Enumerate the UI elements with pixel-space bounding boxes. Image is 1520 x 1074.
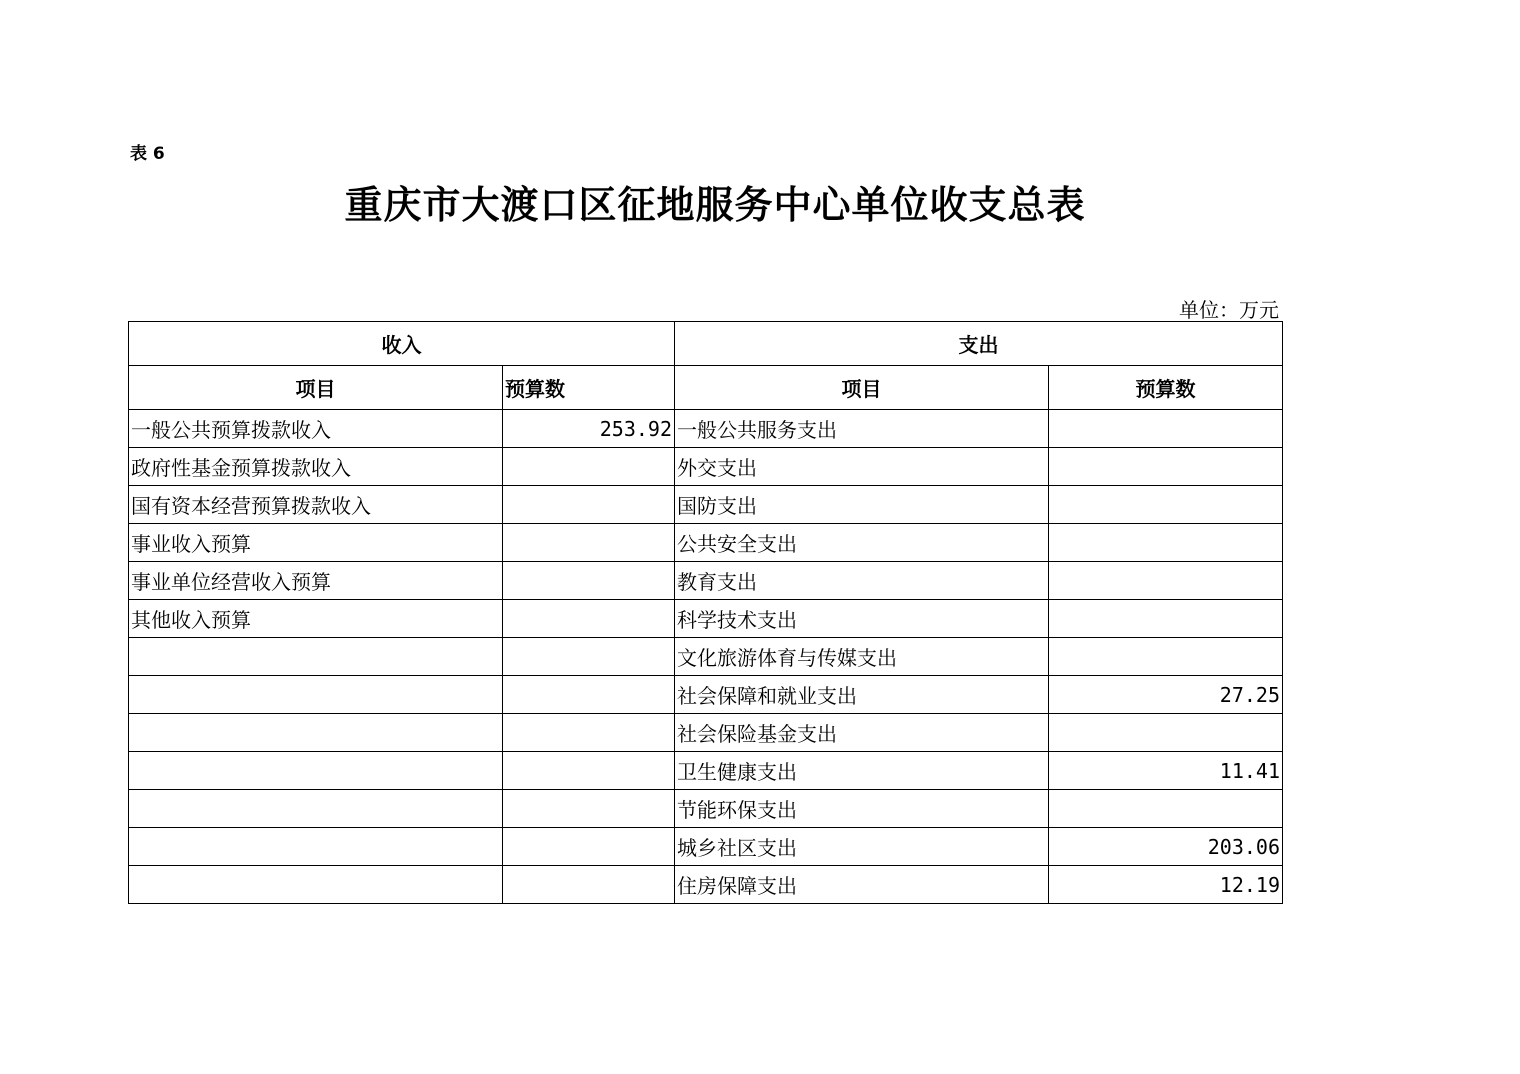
expense-item-header: 项目 — [675, 366, 1049, 410]
expense-amount-cell: 11.41 — [1049, 752, 1283, 790]
income-item-cell — [129, 828, 503, 866]
page-title: 重庆市大渡口区征地服务中心单位收支总表 — [344, 183, 1086, 227]
table-row — [129, 486, 1283, 524]
income-amount-cell — [503, 600, 675, 638]
income-amount-cell: 253.92 — [503, 410, 675, 448]
income-amount-cell — [503, 524, 675, 562]
expense-item-cell: 一般公共服务支出 — [675, 410, 1049, 448]
income-item-cell: 其他收入预算 — [129, 600, 503, 638]
income-budget-header: 预算数 — [503, 366, 675, 410]
table-label: 表 6 — [130, 144, 165, 164]
expense-item-cell: 社会保险基金支出 — [675, 714, 1049, 752]
group-header-row — [129, 322, 1283, 366]
income-item-cell — [129, 752, 503, 790]
income-item-cell: 一般公共预算拨款收入 — [129, 410, 503, 448]
table-row — [129, 676, 1283, 714]
expense-item-cell: 住房保障支出 — [675, 866, 1049, 904]
income-amount-cell — [503, 676, 675, 714]
income-item-cell — [129, 790, 503, 828]
budget-summary-table — [128, 321, 1283, 904]
table-row — [129, 562, 1283, 600]
income-amount-cell — [503, 866, 675, 904]
expense-item-cell: 公共安全支出 — [675, 524, 1049, 562]
table-row — [129, 714, 1283, 752]
expense-amount-cell: 203.06 — [1049, 828, 1283, 866]
expense-item-cell: 文化旅游体育与传媒支出 — [675, 638, 1049, 676]
income-item-cell: 政府性基金预算拨款收入 — [129, 448, 503, 486]
expense-amount-cell — [1049, 562, 1283, 600]
income-amount-cell — [503, 486, 675, 524]
expense-item-cell: 科学技术支出 — [675, 600, 1049, 638]
expense-header: 支出 — [675, 322, 1283, 366]
income-header: 收入 — [129, 322, 675, 366]
table-row — [129, 752, 1283, 790]
expense-amount-cell — [1049, 486, 1283, 524]
expense-item-cell: 城乡社区支出 — [675, 828, 1049, 866]
table-row — [129, 448, 1283, 486]
expense-amount-cell — [1049, 790, 1283, 828]
income-amount-cell — [503, 448, 675, 486]
income-item-cell — [129, 638, 503, 676]
income-amount-cell — [503, 790, 675, 828]
expense-amount-cell — [1049, 448, 1283, 486]
income-amount-cell — [503, 562, 675, 600]
table-row — [129, 638, 1283, 676]
table-row — [129, 790, 1283, 828]
expense-amount-cell — [1049, 600, 1283, 638]
unit-note: 单位：万元 — [1179, 298, 1279, 322]
income-item-cell — [129, 866, 503, 904]
income-amount-cell — [503, 638, 675, 676]
income-amount-cell — [503, 714, 675, 752]
expense-budget-header: 预算数 — [1049, 366, 1283, 410]
table-row — [129, 524, 1283, 562]
expense-amount-cell: 27.25 — [1049, 676, 1283, 714]
income-item-header: 项目 — [129, 366, 503, 410]
table-row — [129, 828, 1283, 866]
expense-item-cell: 节能环保支出 — [675, 790, 1049, 828]
expense-item-cell: 外交支出 — [675, 448, 1049, 486]
income-item-cell — [129, 676, 503, 714]
table-row — [129, 600, 1283, 638]
expense-amount-cell — [1049, 410, 1283, 448]
expense-item-cell: 教育支出 — [675, 562, 1049, 600]
income-item-cell — [129, 714, 503, 752]
expense-amount-cell — [1049, 524, 1283, 562]
income-item-cell: 事业收入预算 — [129, 524, 503, 562]
expense-item-cell: 国防支出 — [675, 486, 1049, 524]
expense-item-cell: 社会保障和就业支出 — [675, 676, 1049, 714]
expense-amount-cell — [1049, 638, 1283, 676]
income-amount-cell — [503, 752, 675, 790]
income-item-cell: 事业单位经营收入预算 — [129, 562, 503, 600]
expense-amount-cell — [1049, 714, 1283, 752]
expense-item-cell: 卫生健康支出 — [675, 752, 1049, 790]
table-row — [129, 410, 1283, 448]
column-header-row — [129, 366, 1283, 410]
income-item-cell: 国有资本经营预算拨款收入 — [129, 486, 503, 524]
table-row — [129, 866, 1283, 904]
income-amount-cell — [503, 828, 675, 866]
expense-amount-cell: 12.19 — [1049, 866, 1283, 904]
